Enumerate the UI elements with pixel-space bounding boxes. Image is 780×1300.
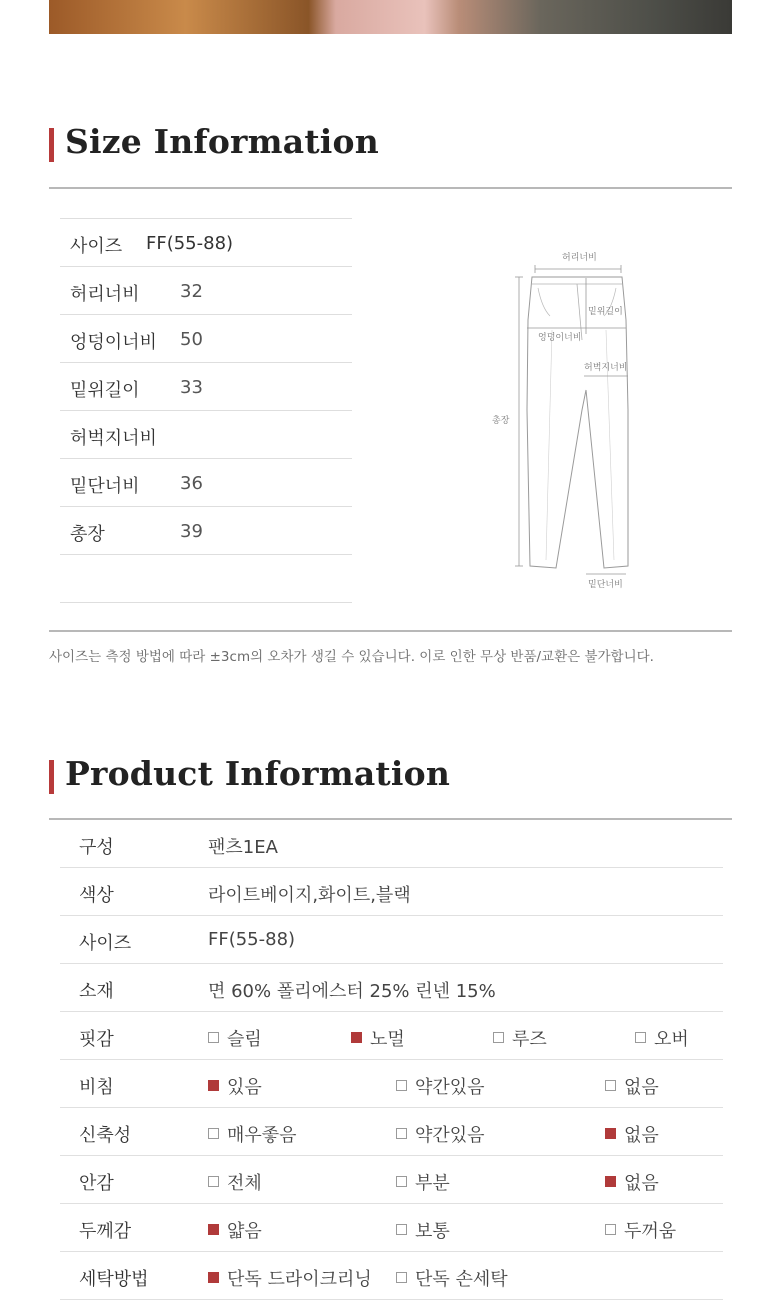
product-info-label: 신축성 xyxy=(79,1125,132,1146)
washing-option xyxy=(396,1265,508,1291)
product-info-label: 소재 xyxy=(79,981,114,1002)
checkbox-indicator xyxy=(208,1032,219,1043)
option-text: 얇음 xyxy=(227,1221,262,1242)
product-info-label: 안감 xyxy=(79,1173,114,1194)
size-disclaimer-note: 사이즈는 측정 방법에 따라 ±3cm의 오차가 생길 수 있습니다. 이로 인한 무상 반품/교환은 불가합니다. xyxy=(49,649,654,665)
size-table-row xyxy=(60,506,352,554)
thickness-option xyxy=(208,1217,262,1243)
checkbox-indicator xyxy=(396,1176,407,1187)
lining-option xyxy=(605,1169,659,1195)
hip-width-label: 엉덩이너비 xyxy=(538,333,582,343)
product-info-label: 두께감 xyxy=(79,1221,132,1242)
size-table-row xyxy=(60,554,352,603)
option-text: 단독 손세탁 xyxy=(415,1269,508,1290)
option-text: 없음 xyxy=(624,1077,659,1098)
option-text: 오버 xyxy=(654,1029,689,1050)
hem-width-label: 밑단너비 xyxy=(588,580,623,590)
lining-option xyxy=(396,1169,450,1195)
divider xyxy=(49,187,732,189)
thigh-width-label: 허벅지너비 xyxy=(584,363,628,373)
size-table-row xyxy=(60,266,352,314)
product-information-title: Product Information xyxy=(65,754,451,793)
rise-label: 밑위길이 xyxy=(588,307,623,317)
size-table-row xyxy=(60,458,352,506)
checkbox-indicator xyxy=(605,1224,616,1235)
checkbox-indicator xyxy=(396,1128,407,1139)
option-text: 있음 xyxy=(227,1077,262,1098)
checkbox-indicator xyxy=(396,1272,407,1283)
size-value: FF(55-88) xyxy=(146,233,234,254)
fit-option xyxy=(351,1025,405,1051)
option-text: 약간있음 xyxy=(415,1125,485,1146)
size-label: 사이즈 xyxy=(70,236,123,257)
heading-accent-bar xyxy=(49,760,54,794)
checkbox-indicator xyxy=(396,1224,407,1235)
checkbox-indicator xyxy=(208,1128,219,1139)
product-photo-bottom-edge xyxy=(49,0,732,34)
stretch-option xyxy=(208,1121,297,1147)
size-label: 밑위길이 xyxy=(70,380,140,401)
sheerness-option xyxy=(396,1073,485,1099)
product-info-value: 라이트베이지,화이트,블랙 xyxy=(208,885,411,906)
washing-option xyxy=(208,1265,372,1291)
stretch-row xyxy=(60,1108,723,1156)
product-info-row xyxy=(60,964,723,1012)
washing-method-row xyxy=(60,1252,723,1300)
product-info-label: 핏감 xyxy=(79,1029,114,1050)
option-text: 매우좋음 xyxy=(227,1125,297,1146)
lining-option xyxy=(208,1169,262,1195)
size-label: 밑단너비 xyxy=(70,476,140,497)
option-text: 없음 xyxy=(624,1173,659,1194)
option-text: 노멀 xyxy=(370,1029,405,1050)
divider xyxy=(49,630,732,632)
size-table-row xyxy=(60,218,352,266)
checkbox-indicator xyxy=(208,1176,219,1187)
fit-row xyxy=(60,1012,723,1060)
stretch-option xyxy=(396,1121,485,1147)
size-table-row xyxy=(60,362,352,410)
option-text: 보통 xyxy=(415,1221,450,1242)
fit-option xyxy=(208,1025,262,1051)
checkbox-indicator xyxy=(635,1032,646,1043)
product-info-row xyxy=(60,916,723,964)
size-label: 허리너비 xyxy=(70,284,140,305)
size-table-row xyxy=(60,314,352,362)
checkbox-indicator xyxy=(605,1080,616,1091)
waist-width-label: 허리너비 xyxy=(562,253,597,263)
product-info-label: 구성 xyxy=(79,837,114,858)
checkbox-indicator xyxy=(351,1032,362,1043)
size-label: 총장 xyxy=(70,524,105,545)
size-value: 39 xyxy=(180,521,203,542)
size-table xyxy=(60,218,352,603)
product-info-value: 면 60% 폴리에스터 25% 린넨 15% xyxy=(208,981,496,1002)
product-info-value: 팬츠1EA xyxy=(208,837,278,858)
product-info-label: 세탁방법 xyxy=(79,1269,149,1290)
option-text: 약간있음 xyxy=(415,1077,485,1098)
lining-row xyxy=(60,1156,723,1204)
heading-accent-bar xyxy=(49,128,54,162)
size-information-title: Size Information xyxy=(65,122,379,161)
size-value: 33 xyxy=(180,377,203,398)
checkbox-indicator xyxy=(605,1176,616,1187)
option-text: 없음 xyxy=(624,1125,659,1146)
product-info-table xyxy=(60,820,723,1300)
sheerness-option xyxy=(208,1073,262,1099)
option-text: 부분 xyxy=(415,1173,450,1194)
checkbox-indicator xyxy=(208,1080,219,1091)
size-value: 36 xyxy=(180,473,203,494)
size-value: 50 xyxy=(180,329,203,350)
product-info-row xyxy=(60,868,723,916)
product-info-label: 색상 xyxy=(79,885,114,906)
size-label: 허벅지너비 xyxy=(70,428,157,449)
product-info-value: FF(55-88) xyxy=(208,929,296,950)
product-info-label: 비침 xyxy=(79,1077,114,1098)
thickness-row xyxy=(60,1204,723,1252)
size-value: 32 xyxy=(180,281,203,302)
sheerness-row xyxy=(60,1060,723,1108)
checkbox-indicator xyxy=(208,1272,219,1283)
option-text: 루즈 xyxy=(512,1029,547,1050)
fit-option xyxy=(493,1025,547,1051)
total-length-label: 총장 xyxy=(492,416,510,426)
option-text: 슬림 xyxy=(227,1029,262,1050)
thickness-option xyxy=(396,1217,450,1243)
option-text: 전체 xyxy=(227,1173,262,1194)
stretch-option xyxy=(605,1121,659,1147)
size-table-row xyxy=(60,410,352,458)
option-text: 단독 드라이크리닝 xyxy=(227,1269,372,1290)
checkbox-indicator xyxy=(493,1032,504,1043)
option-text: 두꺼움 xyxy=(624,1221,677,1242)
fit-option xyxy=(635,1025,689,1051)
thickness-option xyxy=(605,1217,676,1243)
size-label: 엉덩이너비 xyxy=(70,332,157,353)
checkbox-indicator xyxy=(208,1224,219,1235)
product-info-row xyxy=(60,820,723,868)
checkbox-indicator xyxy=(605,1128,616,1139)
product-info-label: 사이즈 xyxy=(79,933,132,954)
sheerness-option xyxy=(605,1073,659,1099)
pants-measurement-diagram xyxy=(480,240,660,600)
checkbox-indicator xyxy=(396,1080,407,1091)
